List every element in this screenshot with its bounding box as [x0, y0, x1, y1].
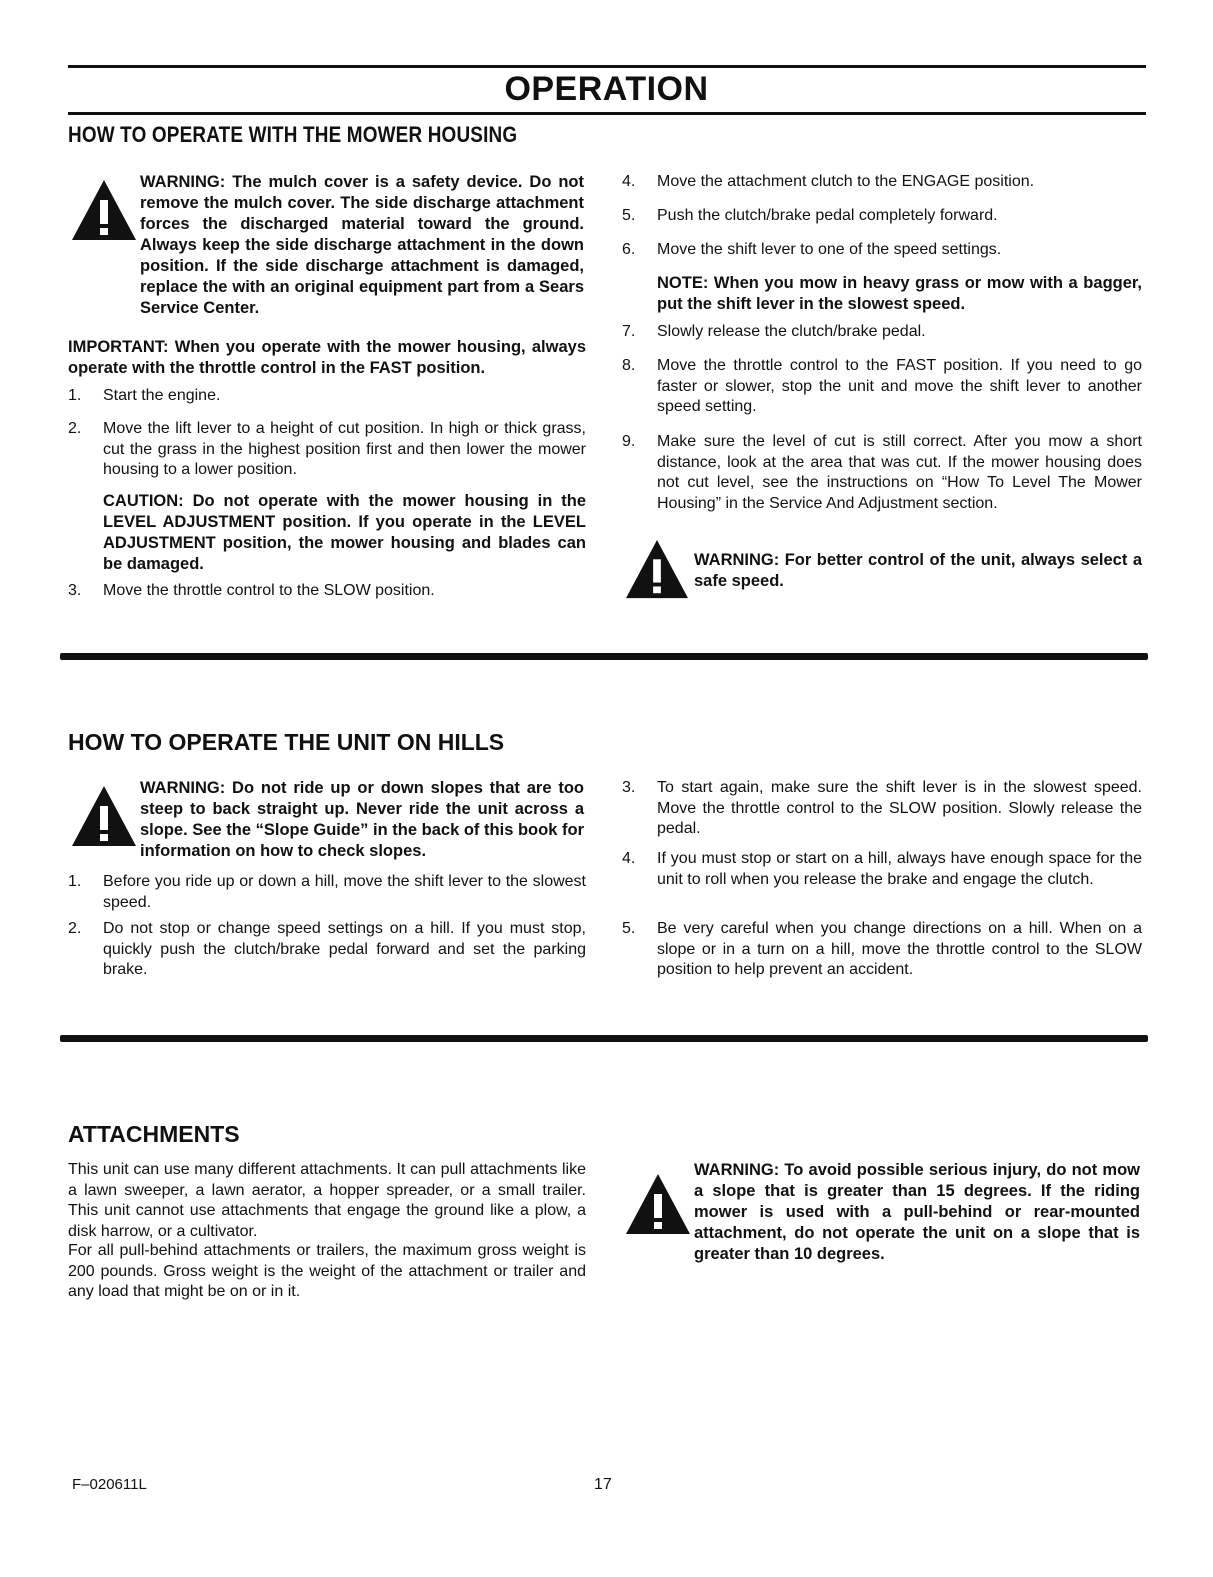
section-heading-hills: HOW TO OPERATE THE UNIT ON HILLS [68, 729, 505, 755]
step-number: 5. [622, 920, 636, 937]
step-text: Before you ride up or down a hill, move the shift lever to the slowest speed. [103, 873, 586, 911]
step-text: Move the lift lever to a height of cut position. In high or thick grass, cut the grass in the highest position first and then lower the mower housing to a lower position. [103, 420, 586, 478]
top-rule [68, 65, 1146, 68]
step-number: 1. [68, 387, 82, 404]
section-heading-attachments: ATTACHMENTS [68, 1121, 240, 1147]
step-text: Be very careful when you change directions on a hill. When on a slope or in a turn on a hill, move the throttle control to the SLOW position to help prevent an accident. [657, 920, 1142, 978]
section-heading-mower-housing: HOW TO OPERATE WITH THE MOWER HOUSING [68, 122, 518, 147]
slope-degree-warning-text: WARNING: To avoid possible serious injury, do not mow a slope that is greater than 15 degrees. If the riding mower is used with a pull-behind or rear-mounted attachment, do not operate the unit on a slope that is greater than 10 degrees. [694, 1161, 1140, 1263]
step-text: Make sure the level of cut is still correct. After you mow a short distance, look at the area that was cut. If the mower housing does not cut level, see the instructions on “How To Level The Mower Housing” in the Service And Adjustment section. [657, 433, 1142, 512]
step-text: Move the shift lever to one of the speed settings. [657, 241, 1002, 258]
step-text: Do not stop or change speed settings on a hill. If you must stop, quickly push the clutch/brake pedal forward and set the parking brake. [103, 920, 586, 978]
caution-note: CAUTION: Do not operate with the mower housing in the LEVEL ADJUSTMENT position. If you operate in the LEVEL ADJUSTMENT position, the mower housing and blades can be damaged. [103, 492, 586, 573]
step-number: 4. [622, 173, 636, 190]
step-text: To start again, make sure the shift lever is in the slowest speed. Move the throttle control to the SLOW position. Slowly release the pedal. [657, 779, 1142, 837]
section-divider [60, 653, 1148, 660]
slope-warning-text: WARNING: Do not ride up or down slopes that are too steep to back straight up. Never ride the unit across a slope. See the “Slope Guide” in the back of this book for information on how to check slopes. [140, 779, 584, 860]
document-code: F–020611L [72, 1476, 147, 1493]
step-number: 1. [68, 873, 82, 890]
step-number: 7. [622, 323, 636, 340]
note-text: NOTE: When you mow in heavy grass or mow with a bagger, put the shift lever in the slowest speed. [657, 274, 1142, 313]
important-note: IMPORTANT: When you operate with the mower housing, always operate with the throttle control in the FAST position. [68, 338, 586, 377]
speed-warning-text: WARNING: For better control of the unit, always select a safe speed. [694, 551, 1142, 590]
step-number: 3. [68, 582, 82, 599]
step-number: 6. [622, 241, 636, 258]
title-rule [68, 112, 1146, 115]
step-number: 4. [622, 850, 636, 867]
step-number: 9. [622, 433, 636, 450]
warning-icon [70, 178, 138, 242]
mulch-warning-text: WARNING: The mulch cover is a safety device. Do not remove the mulch cover. The side discharge attachment forces the discharged material toward the ground. Always keep the side discharge attachment in the down position. If the side discharge attachment is damaged, replace the with an original equipment part from a Sears Service Center. [140, 173, 584, 317]
warning-icon [624, 1172, 692, 1236]
step-text: Move the throttle control to the SLOW position. [103, 582, 435, 599]
attachments-paragraph: This unit can use many different attachments. It can pull attachments like a lawn sweeper, a lawn aerator, a hopper spreader, or a small trailer. This unit cannot use attachments that engage the ground like a plow, a disk harrow, or a cultivator. [68, 1161, 586, 1240]
step-number: 5. [622, 207, 636, 224]
step-text: Slowly release the clutch/brake pedal. [657, 323, 926, 340]
step-number: 8. [622, 357, 636, 374]
step-number: 3. [622, 779, 636, 796]
step-text: Start the engine. [103, 387, 221, 404]
page-title: OPERATION [504, 70, 709, 108]
warning-icon [624, 538, 690, 600]
step-number: 2. [68, 920, 82, 937]
step-text: Push the clutch/brake pedal completely forward. [657, 207, 998, 224]
section-divider [60, 1035, 1148, 1042]
step-number: 2. [68, 420, 82, 437]
step-text: If you must stop or start on a hill, always have enough space for the unit to roll when you release the brake and engage the clutch. [657, 850, 1142, 888]
page-number: 17 [594, 1476, 612, 1493]
step-text: Move the attachment clutch to the ENGAGE position. [657, 173, 1035, 190]
step-text: Move the throttle control to the FAST position. If you need to go faster or slower, stop the unit and move the shift lever to another speed setting. [657, 357, 1142, 415]
weight-paragraph: For all pull-behind attachments or trailers, the maximum gross weight is 200 pounds. Gross weight is the weight of the attachment or trailer and any load that might be on or in it. [68, 1242, 586, 1300]
warning-icon [70, 784, 138, 848]
